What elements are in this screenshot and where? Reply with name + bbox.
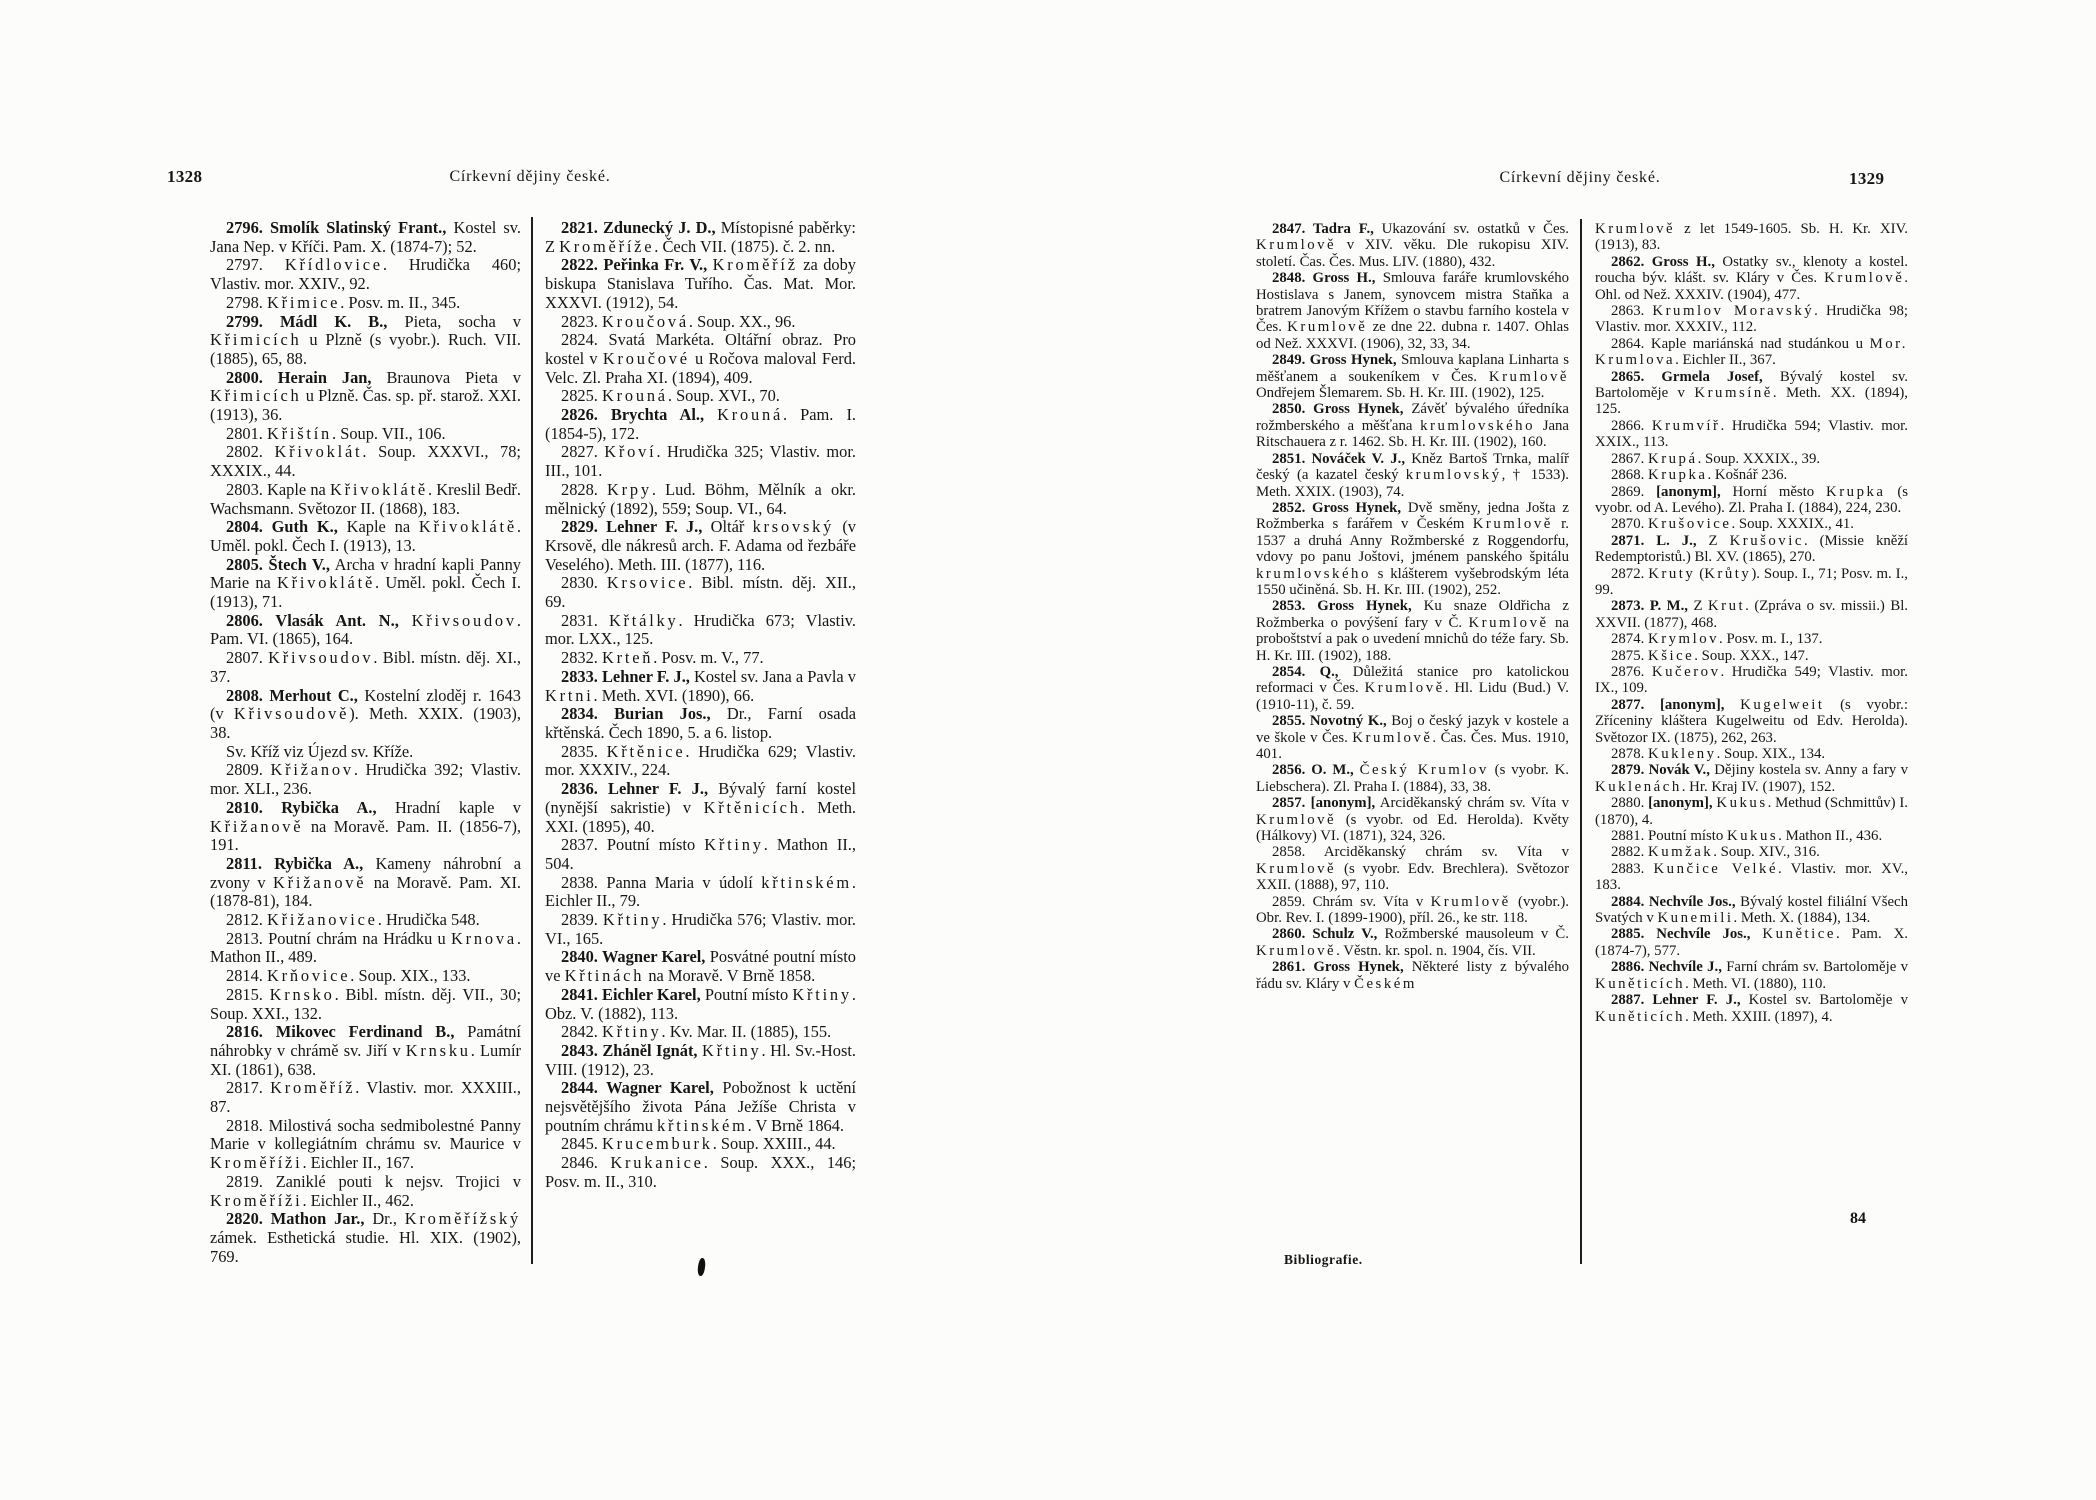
- bib-entry: 2848. Gross H., Smlouva faráře krumlovského Hostislava s Janem, synovcem mistra Staňka a bratrem Janovým Křížem o stavbu farního kostela v Čes. Krumlově ze dne 22. dubna r. 1407. Ohlas od Než. XXXVI. (1906), 32, 33, 34.: [1256, 270, 1569, 352]
- bib-entry: 2863. Krumlov Moravský. Hrudička 98; Vlastiv. mor. XXXIV., 112.: [1595, 303, 1909, 336]
- bib-entry: 2798. Křimice. Posv. m. II., 345.: [226, 292, 461, 312]
- bib-entry: 2838. Panna Maria v údolí křtinském. Eichler II., 79.: [545, 872, 856, 911]
- bib-entry: 2873. P. M., Z Krut. (Zpráva o sv. missii.) Bl. XXVII. (1877), 468.: [1595, 598, 1908, 631]
- bib-entry: 2845. Krucemburk. Soup. XXIII., 44.: [561, 1134, 836, 1154]
- bib-entry: 2837. Poutní místo Křtiny. Mathon II., 504.: [545, 835, 856, 873]
- text-block-right: [1256, 221, 1908, 1025]
- bib-entry: 2843. Zháněl Ignát, Křtiny. Hl. Sv.-Host. VIII. (1912), 23.: [545, 1040, 856, 1079]
- bib-entry: 2822. Peřinka Fr. V., Kroměříž za doby biskupa Stanislava Tuřího. Čas. Mat. Mor. XXXVI. (1912), 54.: [545, 255, 856, 312]
- bib-entry: 2871. L. J., Z Krušovic. (Missie kněží Redemptoristů.) Bl. XV. (1865), 270.: [1595, 532, 1908, 566]
- bib-entry: 2831. Křtálky. Hrudička 673; Vlastiv. mor. LXX., 125.: [545, 610, 856, 649]
- bib-entry: 2823. Kroučová. Soup. XX., 96.: [561, 311, 796, 331]
- bib-entry: 2854. Q., Důležitá stanice pro katolickou reformaci v Čes. Krumlově. Hl. Lidu (Bud.) V. (1910-11), č. 59.: [1256, 663, 1569, 713]
- bib-entry: 2842. Křtiny. Kv. Mar. II. (1885), 155.: [561, 1022, 832, 1042]
- bib-entry: 2880. [anonym], Kukus. Methud (Schmittův) I. (1870), 4.: [1595, 795, 1909, 828]
- bib-entry: 2876. Kučerov. Hrudička 549; Vlastiv. mor. IX., 109.: [1595, 663, 1908, 697]
- bib-entry: 2835. Křtěnice. Hrudička 629; Vlastiv. mor. XXXIV., 224.: [545, 741, 856, 780]
- bib-entry: 2860. Schulz V., Rožmberské mausoleum v Č. Krumlově. Věstn. kr. spol. n. 1904, čís. VII.: [1256, 926, 1569, 959]
- bib-entry: 2803. Kaple na Křivoklátě. Kreslil Bedř. Wachsmann. Světozor II. (1868), 183.: [210, 479, 521, 518]
- column-1: [210, 219, 521, 1266]
- page-number-right: 1329: [1849, 169, 1885, 188]
- page-number-left: 1328: [167, 167, 203, 186]
- bib-entry: Sv. Kříž viz Újezd sv. Kříže.: [226, 741, 414, 761]
- bib-entry: 2813. Poutní chrám na Hrádku u Krnova. Mathon II., 489.: [210, 928, 521, 967]
- bib-entry: 2804. Guth K., Kaple na Křivoklátě. Uměl. pokl. Čech I. (1913), 13.: [210, 517, 521, 555]
- bib-entry: 2834. Burian Jos., Dr., Farní osada křtěnská. Čech 1890, 5. a 6. listop.: [545, 704, 857, 742]
- bib-entry: 2885. Nechvíle Jos., Kunětice. Pam. X. (1874-7), 577.: [1595, 926, 1909, 959]
- bib-entry: 2825. Krouná. Soup. XVI., 70.: [561, 386, 780, 406]
- column-2: [545, 219, 856, 1266]
- bib-entry: 2802. Křivoklát. Soup. XXXVI., 78; XXXIX., 44.: [210, 442, 521, 481]
- bib-entry: 2830. Krsovice. Bibl. místn. děj. XII., 69.: [545, 573, 857, 612]
- column-divider-left: [531, 217, 533, 1264]
- bib-entry: 2858. Arciděkanský chrám sv. Víta v Krumlově (s vyobr. Edv. Brechlera). Světozor XXII. (1888), 97, 110.: [1256, 844, 1569, 894]
- bib-entry: 2840. Wagner Karel, Posvátné poutní místo ve Křtinách na Moravě. V Brně 1858.: [545, 947, 856, 986]
- bib-entry: 2816. Mikovec Ferdinand B., Památní náhrobky v chrámě sv. Jiří v Krnsku. Lumír XI. (1861), 638.: [210, 1022, 521, 1079]
- bib-entry: 2879. Novák V., Dějiny kostela sv. Anny a fary v Kuklenách. Hr. Kraj IV. (1907), 152.: [1595, 762, 1909, 795]
- bib-entry: 2859. Chrám sv. Víta v Krumlově (vyobr.). Obr. Rev. I. (1899-1900), příl. 26., ke str. 118.: [1256, 893, 1569, 927]
- printer-mark: [697, 1258, 706, 1277]
- bib-entry: 2852. Gross Hynek, Dvě směny, jedna Jošta z Rožmberka s farářem v Českém Krumlově r. 1537 a druhá Anny Rožmberské z Roggendorfu, vdovy po panu Joštovi, jménem panského špitálu krumlovského s klášterem vyšebrodským léta 1550 učiněná. Sb. H. Kr. III. (1902), 252.: [1256, 499, 1569, 598]
- bib-entry: 2868. Krupka. Košnář 236.: [1611, 467, 1788, 484]
- signature-title: Bibliografie.: [1284, 1252, 1363, 1267]
- bib-entry: 2811. Rybička A., Kameny náhrobní a zvony v Křižanově na Moravě. Pam. XI. (1878-81), 184.: [210, 853, 522, 911]
- bib-entry: 2801. Křištín. Soup. VII., 106.: [226, 423, 446, 443]
- bib-entry: 2872. Kruty (Krůty). Soup. I., 71; Posv. m. I., 99.: [1595, 565, 1908, 598]
- bib-entry: 2846. Krukanice. Soup. XXX., 146; Posv. m. II., 310.: [545, 1153, 856, 1191]
- bib-entry: 2866. Krumvíř. Hrudička 594; Vlastiv. mor. XXIX., 113.: [1595, 417, 1908, 451]
- bib-entry: 2883. Kunčice Velké. Vlastiv. mor. XV., 183.: [1595, 860, 1908, 894]
- bib-entry: 2797. Křídlovice. Hrudička 460; Vlastiv. mor. XXIV., 92.: [210, 255, 522, 294]
- bib-entry: 2818. Milostivá socha sedmibolestné Panny Marie v kollegiátním chrámu sv. Maurice v Kroměříži. Eichler II., 167.: [210, 1115, 521, 1173]
- bib-entry: 2886. Nechvíle J., Farní chrám sv. Bartoloměje v Kuněticích. Meth. VI. (1880), 110.: [1595, 959, 1908, 992]
- bib-entry: 2851. Nováček V. J., Kněz Bartoš Trnka, malíř český (a kazatel český krumlovský, † 1533). Meth. XXIX. (1903), 74.: [1256, 450, 1569, 500]
- bib-entry: 2819. Zaniklé pouti k nejsv. Trojici v Kroměříži. Eichler II., 462.: [210, 1171, 521, 1210]
- signature-number: 84: [1850, 1210, 1866, 1227]
- bib-entry: 2800. Herain Jan, Braunova Pieta v Křimicích u Plzně. Čas. sp. př. starož. XXI. (1913), 36.: [210, 367, 522, 425]
- bib-entry: 2828. Krpy. Lud. Böhm, Mělník a okr. mělnický (1892), 559; Soup. VI., 64.: [545, 479, 857, 518]
- bib-entry: 2865. Grmela Josef, Bývalý kostel sv. Bartoloměje v Krumsíně. Meth. XX. (1894), 125.: [1595, 368, 1909, 418]
- bib-entry: 2829. Lehner F. J., Oltář krsovský (v Krsově, dle nákresů arch. F. Adama od řezbáře Veselého). Meth. III. (1877), 116.: [545, 517, 856, 574]
- bib-entry: 2887. Lehner F. J., Kostel sv. Bartoloměje v Kuněticích. Meth. XXIII. (1897), 4.: [1595, 992, 1908, 1025]
- bib-entry: 2839. Křtiny. Hrudička 576; Vlastiv. mor. VI., 165.: [545, 910, 857, 948]
- bib-entry: 2808. Merhout C., Kostelní zloděj r. 1643 (v Křivsoudově). Meth. XXIX. (1903), 38.: [210, 685, 521, 742]
- bib-entry: 2824. Svatá Markéta. Oltářní obraz. Pro kostel v Kroučové u Ročova maloval Ferd. Velc. Zl. Praha XI. (1894), 409.: [545, 330, 857, 387]
- bib-entry: 2799. Mádl K. B., Pieta, socha v Křimicích u Plzně (s vyobr.). Ruch. VII. (1885), 65, 88.: [210, 311, 521, 368]
- bib-entry: 2806. Vlasák Ant. N., Křivsoudov. Pam. VI. (1865), 164.: [210, 610, 521, 649]
- column-divider-right: [1580, 219, 1582, 1264]
- bib-entry: 2817. Kroměříž. Vlastiv. mor. XXXIII., 87.: [210, 1078, 521, 1117]
- bib-entry: 2874. Krymlov. Posv. m. I., 137.: [1611, 631, 1823, 648]
- bib-entry: 2878. Kukleny. Soup. XIX., 134.: [1611, 746, 1826, 762]
- bib-entry: 2812. Křižanovice. Hrudička 548.: [226, 910, 480, 930]
- bib-entry: 2810. Rybička A., Hradní kaple v Křižanově na Moravě. Pam. II. (1856-7), 191.: [210, 797, 521, 855]
- text-block-left: [210, 219, 856, 1266]
- bib-entry: 2832. Krteň. Posv. m. V., 77.: [561, 648, 764, 668]
- bib-entry: 2862. Gross H., Ostatky sv., klenoty a kostel. roucha býv. klášt. sv. Kláry v Čes. Krumlově. Ohl. od Než. XXXIV. (1904), 477.: [1595, 253, 1908, 303]
- bib-entry: 2836. Lehner F. J., Bývalý farní kostel (nynější sakristie) v Křtěnicích. Meth. XXI. (1895), 40.: [545, 779, 856, 836]
- bib-entry: 2849. Gross Hynek, Smlouva kaplana Linharta s měšťanem a soukeníkem v Čes. Krumlově Ondřejem Šlemarem. Sb. H. Kr. III. (1902), 125.: [1256, 352, 1569, 402]
- bib-entry: 2861. Gross Hynek, Některé listy z bývalého řádu sv. Kláry v Českém: [1256, 959, 1569, 992]
- bib-entry: 2869. [anonym], Horní město Krupka (s vyobr. od A. Levého). Zl. Praha I. (1884), 224, 230.: [1595, 483, 1909, 516]
- bib-entry: 2856. O. M., Český Krumlov (s vyobr. K. Liebschera). Zl. Praha I. (1884), 33, 38.: [1256, 762, 1569, 795]
- column-3: [1256, 221, 1569, 1025]
- bib-entry: 2875. Kšice. Soup. XXX., 147.: [1611, 647, 1809, 664]
- bib-entry: 2881. Poutní místo Kukus. Mathon II., 436.: [1611, 828, 1883, 845]
- bib-entry: 2850. Gross Hynek, Závěť bývalého úředníka rožmberského a měšťana krumlovského Jana Ritschauera z r. 1462. Sb. H. Kr. III. (1902), 160.: [1256, 401, 1569, 451]
- bib-entry: 2809. Křižanov. Hrudička 392; Vlastiv. mor. XLI., 236.: [210, 760, 521, 799]
- bib-entry: 2853. Gross Hynek, Ku snaze Oldřicha z Rožmberka o povýšení fary v Č. Krumlově na proboštství a pak o uvedení mnichů do téže fary. Sb. H. Kr. III. (1902), 188.: [1256, 598, 1570, 664]
- bib-entry: 2870. Krušovice. Soup. XXXIX., 41.: [1611, 516, 1854, 533]
- bib-entry: 2796. Smolík Slatinský Frant., Kostel sv. Jana Nep. v Kříči. Pam. X. (1874-7); 52.: [210, 218, 521, 256]
- running-title-left: Církevní dějiny české.: [449, 168, 611, 185]
- column-4: [1595, 221, 1908, 1025]
- bib-entry: 2815. Krnsko. Bibl. místn. děj. VII., 30; Soup. XXI., 132.: [210, 984, 521, 1023]
- bib-entry: 2867. Krupá. Soup. XXXIX., 39.: [1611, 450, 1821, 467]
- bib-entry: 2855. Novotný K., Boj o český jazyk v kostele a ve škole v Čes. Krumlově. Čas. Čes. Mus. 1910, 401.: [1256, 713, 1570, 762]
- bib-entry: 2814. Krňovice. Soup. XIX., 133.: [226, 966, 471, 986]
- bib-entry: 2857. [anonym], Arciděkanský chrám sv. Víta v Krumlově (s vyobr. od Ed. Herolda). Květy (Hálkovy) VI. (1871), 324, 326.: [1256, 795, 1569, 845]
- bib-entry: 2847. Tadra F., Ukazování sv. ostatků v Čes. Krumlově v XIV. věku. Dle rukopisu XIV. století. Čas. Čes. Mus. LIV. (1880), 432.: [1256, 221, 1569, 270]
- bib-entry: 2807. Křivsoudov. Bibl. místn. děj. XI., 37.: [210, 648, 521, 686]
- bib-entry: 2844. Wagner Karel, Pobožnost k uctění nejsvětějšího života Pána Ježíše Christa v poutním chrámu křtinském. V Brně 1864.: [545, 1078, 857, 1135]
- bib-entry: 2877. [anonym], Kugelweit (s vyobr.: Zříceniny kláštera Kugelweitu od Edv. Herolda). Světozor IX. (1875), 262, 263.: [1595, 696, 1908, 746]
- bib-entry: 2827. Křoví. Hrudička 325; Vlastiv. mor. III., 101.: [545, 442, 857, 481]
- bib-entry: 2821. Zdunecký J. D., Místopisné paběrky: Z Kroměříže. Čech VII. (1875). č. 2. nn.: [545, 218, 856, 256]
- bib-entry: 2841. Eichler Karel, Poutní místo Křtiny. Obz. V. (1882), 113.: [545, 984, 856, 1023]
- bib-entry: 2833. Lehner F. J., Kostel sv. Jana a Pavla v Krtni. Meth. XVI. (1890), 66.: [545, 666, 856, 705]
- running-title-right: Církevní dějiny české.: [1499, 169, 1661, 186]
- bib-entry: 2882. Kumžak. Soup. XIV., 316.: [1611, 844, 1820, 861]
- bib-entry: 2805. Štech V., Archa v hradní kapli Panny Marie na Křivoklátě. Uměl. pokl. Čech I. (1913), 71.: [210, 554, 521, 612]
- bib-entry: 2820. Mathon Jar., Dr., Kroměřížský zámek. Esthetická studie. Hl. XIX. (1902), 769.: [210, 1209, 522, 1266]
- bib-entry: 2864. Kaple mariánská nad studánkou u Mor. Krumlova. Eichler II., 367.: [1595, 335, 1908, 369]
- bib-entry: 2826. Brychta Al., Krouná. Pam. I. (1854-5), 172.: [545, 405, 856, 443]
- bib-entry: 2884. Nechvíle Jos., Bývalý kostel filiální Všech Svatých v Kunemili. Meth. X. (1884), 134.: [1595, 893, 1908, 927]
- bib-entry: Krumlově z let 1549-1605. Sb. H. Kr. XIV. (1913), 83.: [1595, 221, 1908, 254]
